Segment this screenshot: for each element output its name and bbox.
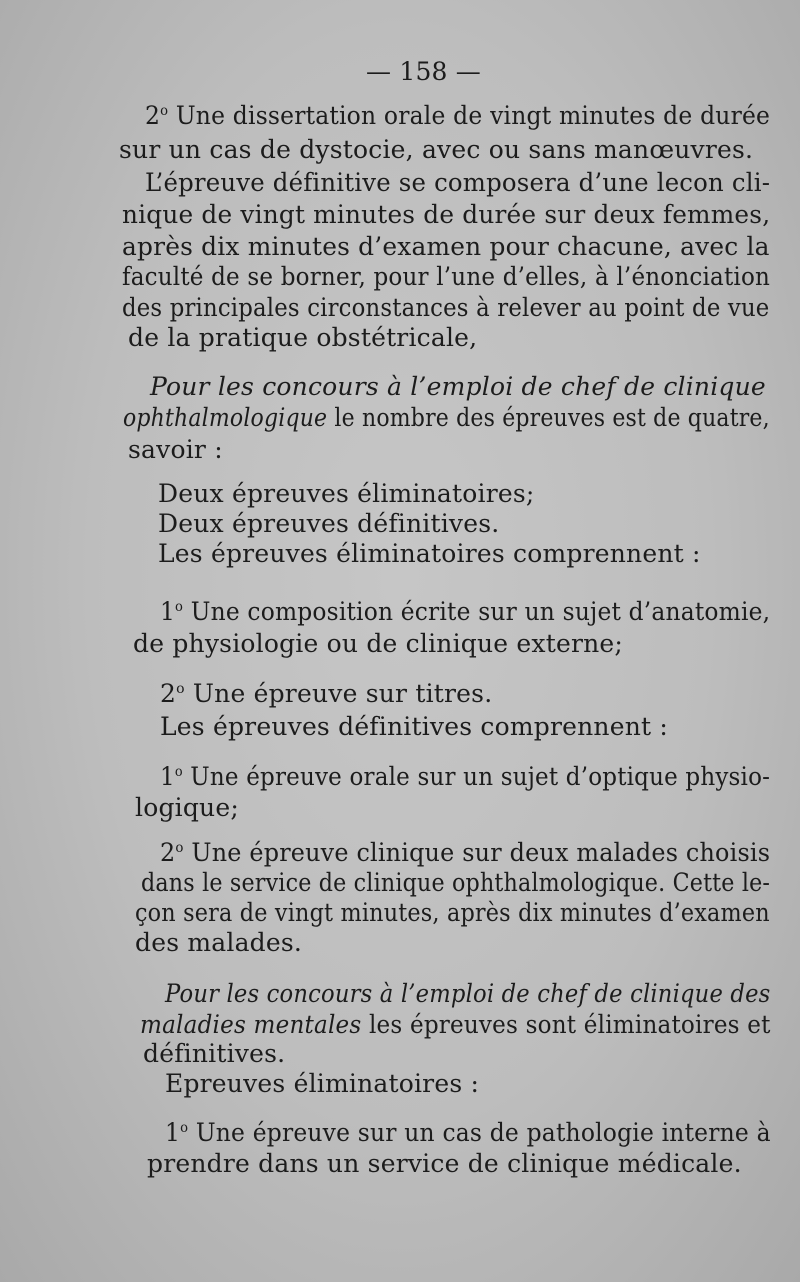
text-line: dans le service de clinique ophthalmologique. Cette le- xyxy=(141,868,771,897)
ordinal-marker: o xyxy=(174,764,183,780)
text-line: sur un cas de dystocie, avec ou sans manœuvres. xyxy=(119,135,754,164)
text-line xyxy=(160,597,770,627)
italic-heading: ophthalmologique xyxy=(123,403,328,432)
text-line: Epreuves éliminatoires : xyxy=(165,1069,480,1098)
text-line xyxy=(145,101,771,131)
line-text: Une dissertation orale de vingt minutes de durée xyxy=(168,101,771,130)
line-text: Une épreuve orale sur un sujet d’optique physio- xyxy=(182,762,771,791)
text-line: des principales circonstances à relever au point de vue xyxy=(122,293,770,322)
list-number: 1 xyxy=(160,762,175,791)
text-line xyxy=(160,762,770,792)
ordinal-marker: o xyxy=(176,681,185,697)
text-line xyxy=(165,979,770,1009)
list-number: 1 xyxy=(160,597,176,626)
text-line: Deux épreuves éliminatoires; xyxy=(158,479,535,508)
text-line: Deux épreuves définitives. xyxy=(158,509,500,538)
ordinal-marker: o xyxy=(175,840,184,856)
line-text: Une épreuve clinique sur deux malades choisis xyxy=(183,838,771,867)
list-number: 2 xyxy=(160,838,176,867)
text-line: L’épreuve définitive se composera d’une lecon cli- xyxy=(145,168,771,197)
line-text: le nombre des épreuves est de quatre, xyxy=(327,403,770,432)
text-line xyxy=(160,838,770,868)
text-line: savoir : xyxy=(128,435,223,464)
ordinal-marker: o xyxy=(175,599,184,615)
text-line xyxy=(140,1010,771,1040)
text-line: Les épreuves éliminatoires comprennent : xyxy=(158,539,701,568)
text-line: prendre dans un service de clinique médicale. xyxy=(147,1149,742,1178)
line-text: les épreuves sont éliminatoires et xyxy=(361,1010,771,1039)
text-line xyxy=(165,1118,771,1148)
ordinal-marker: o xyxy=(160,103,169,119)
text-line: çon sera de vingt minutes, après dix minutes d’examen xyxy=(135,898,770,927)
italic-heading: Pour les concours à l’emploi de chef de clinique xyxy=(150,372,766,401)
italic-heading: maladies mentales xyxy=(140,1010,362,1039)
line-text: Une composition écrite sur un sujet d’anatomie, xyxy=(183,597,771,626)
text-line: nique de vingt minutes de durée sur deux femmes, xyxy=(122,200,771,229)
text-line xyxy=(150,372,766,402)
text-line: après dix minutes d’examen pour chacune, avec la xyxy=(122,232,770,261)
list-number: 2 xyxy=(145,101,161,130)
italic-heading: Pour les concours à l’emploi de chef de clinique des xyxy=(165,979,771,1008)
text-line: définitives. xyxy=(143,1039,286,1068)
text-line xyxy=(160,679,492,709)
text-line: Les épreuves définitives comprennent : xyxy=(160,712,669,741)
ordinal-marker: o xyxy=(180,1120,189,1136)
list-number: 1 xyxy=(165,1118,181,1147)
line-text: Une épreuve sur un cas de pathologie interne à xyxy=(188,1118,771,1147)
text-line: faculté de se borner, pour l’une d’elles, à l’énonciation xyxy=(122,262,771,291)
text-line: des malades. xyxy=(135,928,303,957)
text-line: logique; xyxy=(135,793,239,822)
text-line: de la pratique obstétricale, xyxy=(128,323,478,352)
text-line xyxy=(123,403,770,433)
list-number: 2 xyxy=(160,679,177,708)
page-number: — 158 — xyxy=(366,57,482,86)
line-text: Une épreuve sur titres. xyxy=(184,679,493,708)
text-line: de physiologie ou de clinique externe; xyxy=(133,629,624,658)
